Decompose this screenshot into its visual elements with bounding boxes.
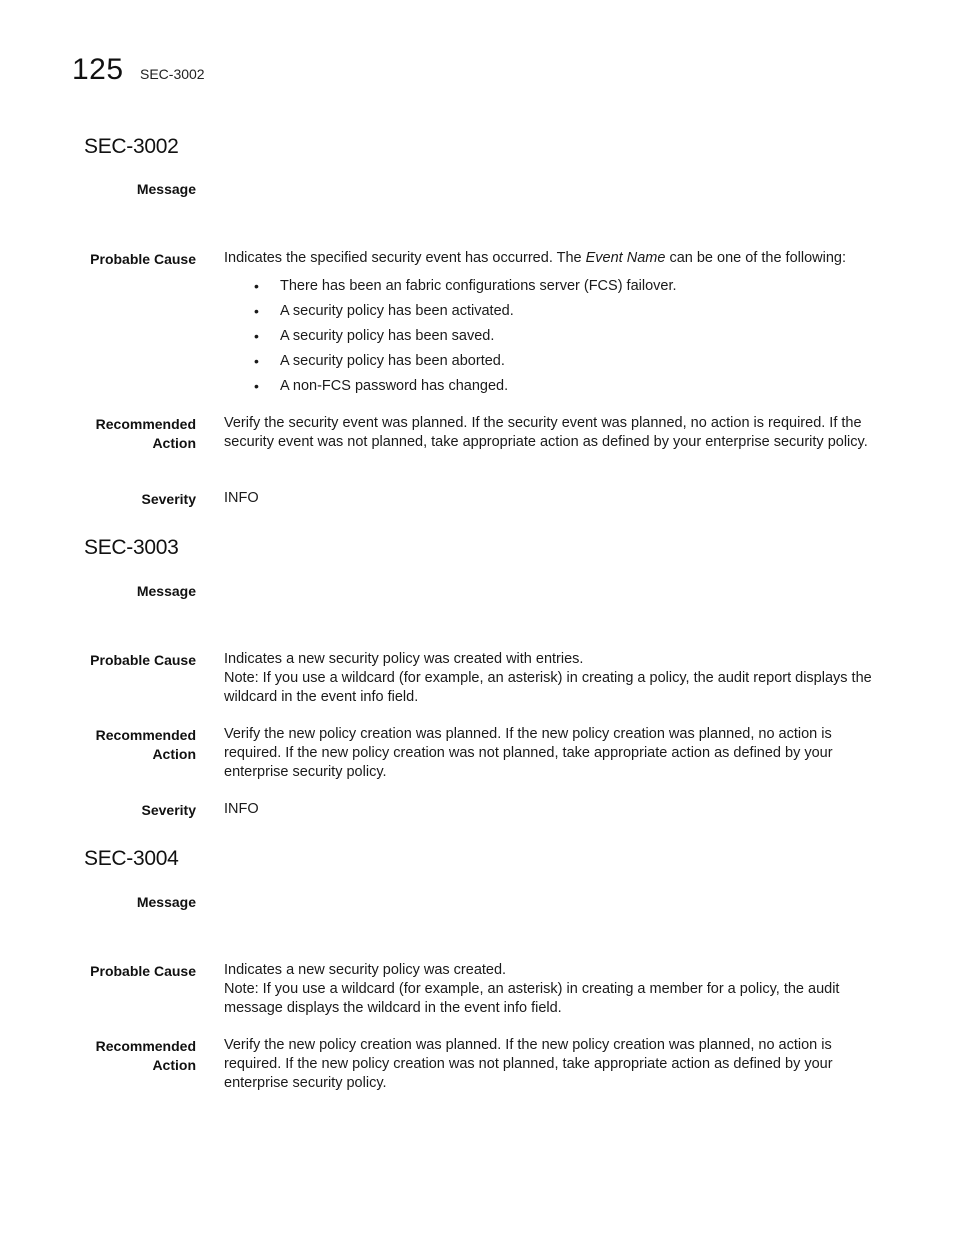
severity-value: INFO [224,801,259,817]
action-label-line: Action [152,435,196,451]
probable-cause-text [224,961,874,1018]
list-item: A security policy has been saved. [280,328,495,344]
probable-cause-line: Indicates a new security policy was created with entries. [224,651,584,667]
message-label: Message [136,181,196,197]
probable-cause-intro: Indicates the specified security event has occurred. The [224,250,586,266]
severity-value: INFO [224,490,259,506]
recommended-action-text: Verify the new policy creation was planned. If the new policy creation was planned, no action is required. If the new policy creation was not planned, take appropriate action as defined by your enterprise security policy. [224,726,833,780]
severity-label: Severity [141,802,196,818]
chapter-number: 125 [72,53,124,86]
message-label: Message [136,583,196,599]
bullet-icon: • [254,278,259,294]
section-heading-sec-3003: SEC-3003 [84,536,179,559]
recommended-action-label [66,726,196,764]
running-head: SEC-3002 [140,66,205,82]
list-item: A security policy has been activated. [280,303,514,319]
list-item: A non-FCS password has changed. [280,378,509,394]
section-heading-sec-3004: SEC-3004 [84,847,179,870]
recommended-action-text: Verify the new policy creation was planned. If the new policy creation was planned, no action is required. If the new policy creation was not planned, take appropriate action as defined by your enterprise security policy. [224,1037,833,1091]
probable-cause-line: Indicates a new security policy was created. [224,962,507,978]
recommended-action-text: Verify the security event was planned. If the security event was planned, no action is required. If the security event was not planned, take appropriate action as defined by your enterprise security policy. [224,415,868,450]
probable-cause-intro-end: can be one of the following: [665,250,846,266]
list-item: A security policy has been aborted. [280,353,505,369]
action-label-line: Action [152,746,196,762]
probable-cause-text [224,249,874,268]
probable-cause-label: Probable Cause [90,251,196,267]
probable-cause-note: Note: If you use a wildcard (for example, an asterisk) in creating a policy, the audit report displays the wildcard in the event info field. [224,670,872,705]
probable-cause-label: Probable Cause [90,652,196,668]
severity-label: Severity [141,491,196,507]
bullet-icon: • [254,303,259,319]
bullet-icon: • [254,378,259,394]
recommended-action-label [66,1037,196,1075]
probable-cause-text [224,650,874,707]
bullet-icon: • [254,353,259,369]
action-label-line: Action [152,1057,196,1073]
list-item: There has been an fabric configurations server (FCS) failover. [280,278,677,294]
recommended-label-line: Recommended [95,1038,196,1054]
recommended-label-line: Recommended [95,416,196,432]
section-heading-sec-3002: SEC-3002 [84,135,179,158]
recommended-label-line: Recommended [95,727,196,743]
probable-cause-note: Note: If you use a wildcard (for example, an asterisk) in creating a member for a policy, the audit message displays the wildcard in the event info field. [224,981,840,1016]
bullet-icon: • [254,328,259,344]
recommended-action-label [66,415,196,453]
probable-cause-label: Probable Cause [90,963,196,979]
event-name-emphasis: Event Name [585,250,666,266]
message-label: Message [136,894,196,910]
